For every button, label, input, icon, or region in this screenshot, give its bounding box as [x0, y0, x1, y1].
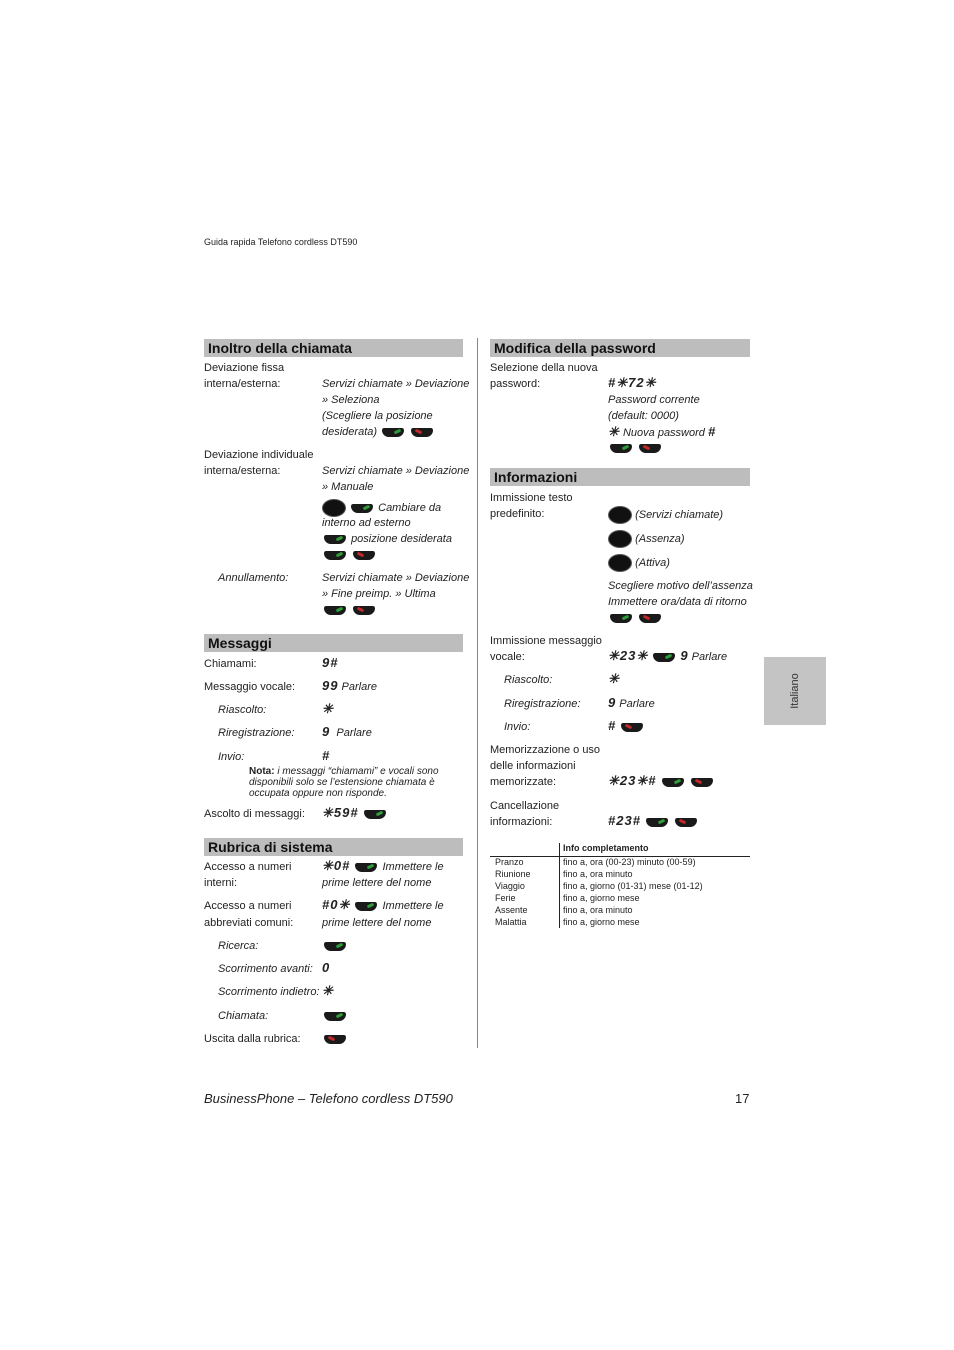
no-key-icon	[639, 444, 661, 453]
individual-desc-text: posizione desiderata	[351, 533, 452, 545]
yes-key-icon	[653, 653, 675, 662]
section-heading-messaggi: Messaggi	[204, 634, 463, 652]
language-tab	[764, 657, 826, 725]
section-heading-informazioni: Informazioni	[490, 468, 750, 486]
table-cell-info: fino a, giorno mese	[563, 893, 640, 903]
no-key-icon	[691, 778, 713, 787]
abbr-row	[322, 897, 444, 914]
invio-code: #	[322, 748, 331, 763]
language-tab-label: Italiano	[789, 673, 801, 709]
motivo-text: Scegliere motivo dell’assenza	[608, 580, 753, 592]
nota-text: i messaggi “chiamami” e vocali sono	[277, 766, 439, 777]
riascolto-code: ✳	[608, 671, 620, 686]
interni-label: interni:	[204, 877, 238, 889]
table-cell-type: Assente	[495, 905, 528, 915]
mem-label: delle informazioni	[490, 760, 576, 772]
yes-key-icon	[324, 942, 346, 951]
password-desc: Password corrente	[608, 394, 700, 406]
vocale-label: vocale:	[490, 651, 525, 663]
info-table-header: Info completamento	[563, 843, 649, 853]
invio-code: #	[608, 718, 617, 733]
prime-text: prime lettere del nome	[322, 917, 432, 929]
ascolto-row	[322, 805, 388, 822]
interni-row	[322, 858, 444, 875]
individual-label: Deviazione individuale	[204, 449, 314, 461]
table-cell-info: fino a, ora (00-23) minuto (00-59)	[563, 857, 696, 867]
table-cell-info: fino a, giorno (01-31) mese (01-12)	[563, 881, 703, 891]
vocale-code-2: 9	[680, 648, 689, 663]
key-row	[608, 440, 663, 456]
rireg-code: 9	[608, 695, 617, 710]
vocale-label: Immissione messaggio	[490, 635, 602, 647]
abbr-label: abbreviati comuni:	[204, 917, 294, 929]
chiamami-code: 9#	[322, 655, 339, 670]
table-cell-info: fino a, giorno mese	[563, 917, 640, 927]
no-key-icon	[675, 818, 697, 827]
yes-key-icon	[324, 551, 346, 560]
individual-desc: Servizi chiamate » Deviazione	[322, 465, 470, 477]
option-row	[608, 530, 685, 548]
abbr-code: #0✳	[322, 897, 351, 912]
navigation-key-icon	[608, 530, 632, 548]
table-cell-type: Pranzo	[495, 857, 524, 867]
interni-code: ✳0#	[322, 858, 351, 873]
riascolto-code: ✳	[322, 701, 334, 716]
rireg-code: 9	[322, 724, 331, 739]
rireg-label: Riregistrazione:	[218, 727, 295, 739]
individual-desc: » Manuale	[322, 481, 374, 493]
parlare-text: Parlare	[691, 651, 728, 663]
key-row	[322, 602, 377, 618]
rireg-label: Riregistrazione:	[504, 698, 581, 710]
indietro-code: ✳	[322, 983, 334, 998]
chiamami-label: Chiamami:	[204, 658, 257, 670]
nota-text: occupata oppure non risponde.	[249, 788, 387, 799]
ascolto-code: ✳59#	[322, 805, 359, 820]
yes-key-icon	[382, 428, 404, 437]
fixed-desc: (Scegliere la posizione	[322, 410, 433, 422]
no-key-icon	[621, 723, 643, 732]
vocale-code: 99	[322, 678, 339, 693]
yes-key-icon	[364, 810, 386, 819]
no-key-icon	[639, 614, 661, 623]
invio-label: Invio:	[218, 751, 245, 763]
immettere-text: Immettere le	[382, 861, 444, 873]
table-cell-type: Ferie	[495, 893, 516, 903]
table-cell-type: Riunione	[495, 869, 531, 879]
no-key-icon	[411, 428, 433, 437]
key-row	[322, 1008, 348, 1024]
rireg-row	[608, 695, 655, 712]
fixed-label: Deviazione fissa	[204, 362, 285, 374]
yes-key-icon	[324, 606, 346, 615]
cancel-desc: » Fine preimp. » Ultima	[322, 588, 436, 600]
canc-label: Cancellazione	[490, 800, 560, 812]
ascolto-label: Ascolto di messaggi:	[204, 808, 305, 820]
yes-key-icon	[610, 614, 632, 623]
vocale-label: Messaggio vocale:	[204, 681, 296, 693]
mem-label: Memorizzazione o uso	[490, 744, 601, 756]
no-key-icon	[353, 551, 375, 560]
yes-key-icon	[646, 818, 668, 827]
yes-key-icon	[324, 1012, 346, 1021]
fixed-desc: Servizi chiamate » Deviazione	[322, 378, 470, 390]
page-number: 17	[735, 1091, 750, 1106]
rireg-row	[322, 724, 372, 741]
uscita-label: Uscita dalla rubrica:	[204, 1033, 301, 1045]
yes-key-icon	[355, 902, 377, 911]
section-heading-password: Modifica della password	[490, 339, 750, 357]
table-cell-type: Viaggio	[495, 881, 525, 891]
table-cell-type: Malattia	[495, 917, 527, 927]
hash-code: #	[707, 424, 717, 439]
invio-label: Invio:	[504, 721, 531, 733]
password-label: password:	[490, 378, 541, 390]
key-row	[322, 1031, 348, 1047]
password-desc	[608, 424, 716, 441]
vocale-row	[322, 678, 377, 695]
option-row	[608, 506, 723, 524]
key-row	[322, 938, 348, 954]
riascolto-label: Riascolto:	[218, 704, 267, 716]
password-label: Selezione della nuova	[490, 362, 598, 374]
cancel-desc: Servizi chiamate » Deviazione	[322, 572, 470, 584]
vocale-code: ✳23✳	[608, 648, 649, 663]
canc-code: #23#	[608, 813, 641, 828]
nota-text: disponibili solo se l’estensione chiamata è	[249, 777, 435, 788]
footer-title: BusinessPhone – Telefono cordless DT590	[204, 1091, 453, 1106]
star-code: ✳	[608, 424, 620, 439]
password-desc-text: Nuova password	[622, 427, 705, 439]
navigation-key-icon	[608, 506, 632, 524]
mem-code: ✳23✳#	[608, 773, 657, 788]
fixed-label: interna/esterna:	[204, 378, 281, 390]
table-cell-info: fino a, ora minuto	[563, 905, 633, 915]
yes-key-icon	[324, 535, 346, 544]
avanti-label: Scorrimento avanti:	[218, 963, 313, 975]
canc-label: informazioni:	[490, 816, 553, 828]
ricerca-label: Ricerca:	[218, 940, 259, 952]
mem-label: memorizzate:	[490, 776, 557, 788]
option-row	[608, 554, 670, 572]
fixed-desc: » Seleziona	[322, 394, 380, 406]
prime-text: prime lettere del nome	[322, 877, 432, 889]
individual-desc	[322, 531, 452, 547]
testo-label: predefinito:	[490, 508, 545, 520]
riascolto-label: Riascolto:	[504, 674, 553, 686]
indietro-label: Scorrimento indietro:	[218, 986, 320, 998]
column-divider	[477, 338, 478, 1048]
parlare-text: Parlare	[336, 727, 372, 739]
individual-desc-text: Cambiare da	[378, 501, 442, 514]
testo-label: Immissione testo	[490, 492, 573, 504]
fixed-desc-text: desiderata)	[322, 426, 378, 438]
nota-bold: Nota:	[249, 766, 275, 777]
option-text: (Servizi chiamate)	[635, 508, 724, 521]
individual-desc: interno ad esterno	[322, 517, 411, 529]
password-code: #✳72✳	[608, 375, 657, 390]
section-heading-inoltro: Inoltro della chiamata	[204, 339, 463, 357]
parlare-text: Parlare	[619, 698, 655, 710]
key-row	[322, 547, 377, 563]
invio-row	[608, 718, 645, 735]
key-row	[608, 610, 663, 626]
immettere-text: Immettere le	[382, 900, 444, 912]
section-heading-rubrica: Rubrica di sistema	[204, 838, 463, 856]
chiamata-label: Chiamata:	[218, 1010, 269, 1022]
interni-label: Accesso a numeri	[204, 861, 292, 873]
option-text: (Attiva)	[635, 556, 670, 569]
yes-key-icon	[610, 444, 632, 453]
table-cell-info: fino a, ora minuto	[563, 869, 633, 879]
abbr-label: Accesso a numeri	[204, 900, 292, 912]
password-desc: (default: 0000)	[608, 410, 679, 422]
navigation-key-icon	[608, 554, 632, 572]
fixed-desc	[322, 424, 435, 440]
option-text: (Assenza)	[635, 532, 685, 545]
yes-key-icon	[351, 504, 373, 513]
no-key-icon	[353, 606, 375, 615]
parlare-text: Parlare	[341, 681, 377, 693]
yes-key-icon	[662, 778, 684, 787]
avanti-code: 0	[322, 960, 331, 975]
running-header: Guida rapida Telefono cordless DT590	[204, 237, 358, 247]
no-key-icon	[324, 1035, 346, 1044]
ora-text: Immettere ora/data di ritorno	[608, 596, 747, 608]
vocale-row	[608, 648, 727, 665]
individual-label: interna/esterna:	[204, 465, 281, 477]
mem-row	[608, 773, 715, 790]
cancel-label: Annullamento:	[218, 572, 289, 584]
canc-row	[608, 813, 699, 830]
yes-key-icon	[355, 863, 377, 872]
